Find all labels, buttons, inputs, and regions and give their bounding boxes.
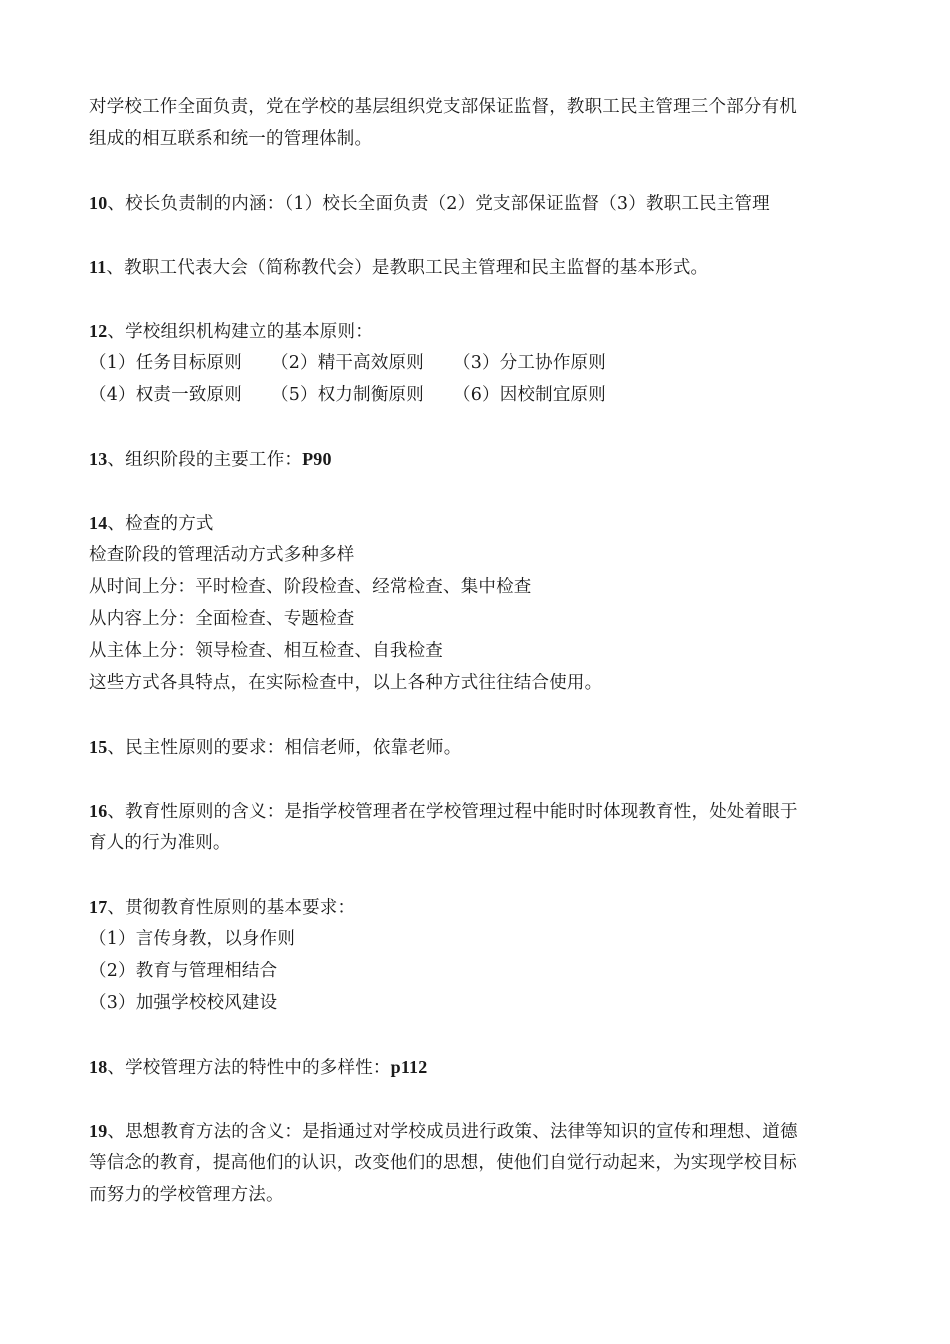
item-12: [89, 315, 864, 347]
item-text: 、学校管理方法的特性中的多样性：: [107, 1058, 391, 1078]
item-19-line-2: 等信念的教育，提高他们的认识，改变他们的思想，使他们自觉行动起来，为实现学校目标: [89, 1153, 797, 1173]
item-15: [89, 731, 864, 763]
item-text: 、检查的方式: [107, 514, 214, 534]
principle-item: （2）精干高效原则: [271, 353, 424, 373]
item-text: 、教职工代表大会（简称教代会）是教职工民主管理和民主监督的基本形式。: [106, 258, 709, 278]
item-13: [89, 443, 864, 475]
item-14-line: 这些方式各具特点，在实际检查中，以上各种方式往往结合使用。: [89, 673, 603, 693]
item-14-line: 从主体上分：领导检查、相互检查、自我检查: [89, 641, 443, 661]
item-14-line: 从时间上分：平时检查、阶段检查、经常检查、集中检查: [89, 577, 532, 597]
item-text: 、民主性原则的要求：相信老师，依靠老师。: [107, 738, 462, 758]
item-17: [89, 891, 864, 923]
item-18: [89, 1051, 864, 1083]
item-number: 11: [89, 257, 107, 277]
principle-item: （5）权力制衡原则: [271, 385, 424, 405]
item-text: 、思想教育方法的含义：是指通过对学校成员进行政策、法律等知识的宣传和理想、道德: [107, 1122, 798, 1142]
item-17-line: （2）教育与管理相结合: [89, 961, 278, 981]
item-number: 17: [89, 897, 108, 917]
principle-item: （4）权责一致原则: [89, 385, 242, 405]
item-16-line-2: 育人的行为准则。: [89, 833, 231, 853]
item-number: 19: [89, 1121, 108, 1141]
item-text: 、学校组织机构建立的基本原则：: [107, 322, 373, 342]
item-text: 、校长负责制的内涵：（1）校长全面负责（2）党支部保证监督（3）教职工民主管理: [107, 194, 770, 214]
item-text: 、组织阶段的主要工作：: [107, 450, 303, 470]
item-number: 15: [89, 737, 108, 757]
item-number: 14: [89, 513, 108, 533]
item-19: [89, 1115, 864, 1147]
item-16: [89, 795, 864, 827]
document-page: [89, 91, 864, 1211]
item-10: [89, 187, 864, 219]
page-reference: P90: [302, 449, 332, 469]
principles-row-2: [89, 379, 864, 411]
principle-item: （3）分工协作原则: [453, 353, 606, 373]
item-14-line: 从内容上分：全面检查、专题检查: [89, 609, 355, 629]
item-text: 、教育性原则的含义：是指学校管理者在学校管理过程中能时时体现教育性，处处着眼于: [107, 802, 798, 822]
item-number: 16: [89, 801, 108, 821]
item-number: 18: [89, 1057, 108, 1077]
item-17-line: （3）加强学校校风建设: [89, 993, 278, 1013]
item-14: [89, 507, 864, 539]
principle-item: （6）因校制宜原则: [453, 385, 606, 405]
item-number: 12: [89, 321, 108, 341]
intro-line-2: 组成的相互联系和统一的管理体制。: [89, 129, 373, 149]
item-11: [89, 251, 864, 283]
item-14-line: 检查阶段的管理活动方式多种多样: [89, 545, 355, 565]
item-text: 、贯彻教育性原则的基本要求：: [107, 898, 356, 918]
item-number: 13: [89, 449, 108, 469]
item-19-line-3: 而努力的学校管理方法。: [89, 1185, 284, 1205]
intro-line-1: 对学校工作全面负责，党在学校的基层组织党支部保证监督，教职工民主管理三个部分有机: [89, 97, 797, 117]
item-number: 10: [89, 193, 108, 213]
item-17-line: （1）言传身教，以身作则: [89, 929, 296, 949]
principles-row-1: [89, 347, 864, 379]
page-reference: p112: [390, 1057, 428, 1077]
principle-item: （1）任务目标原则: [89, 353, 242, 373]
